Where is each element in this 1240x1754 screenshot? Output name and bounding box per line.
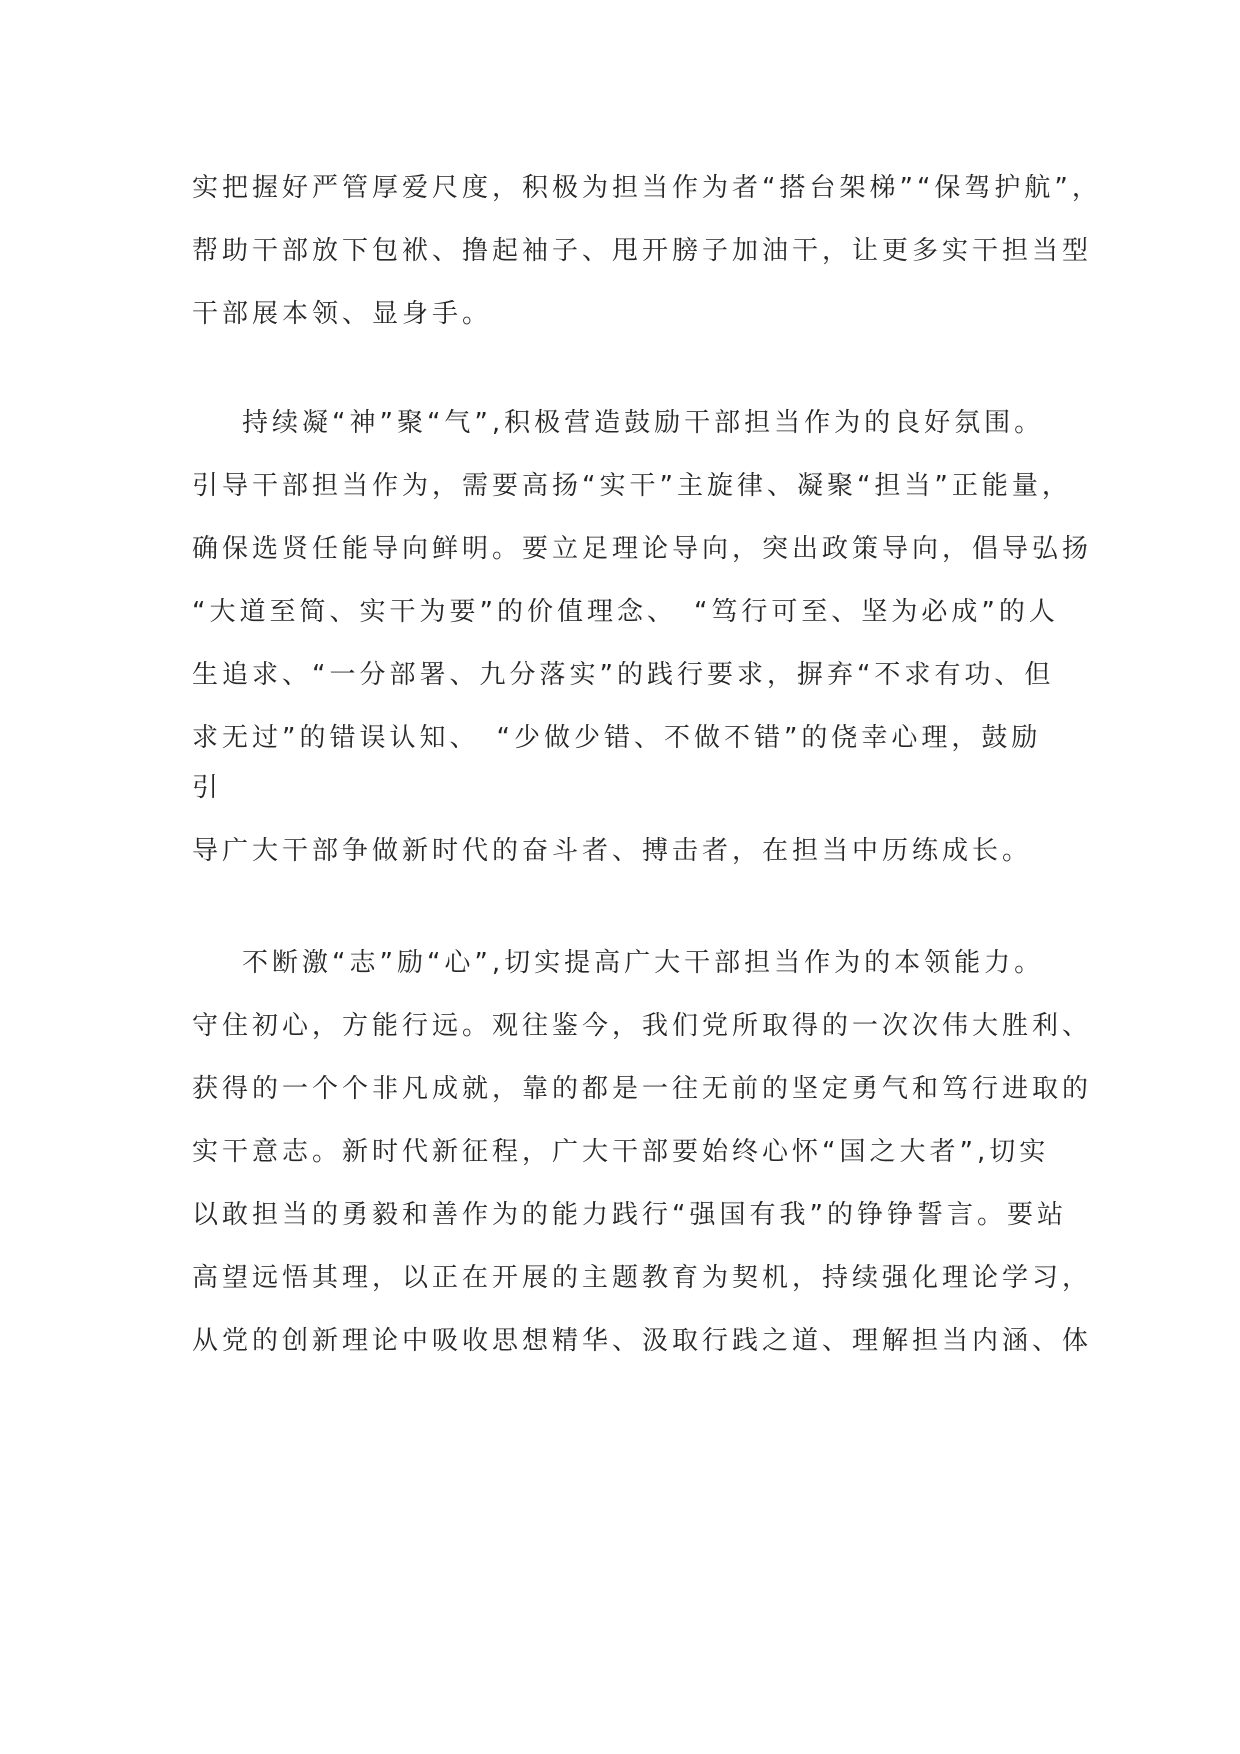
text-line: 高望远悟其理，以正在开展的主题教育为契机，持续强化理论学习， <box>192 1263 1093 1293</box>
text-line: 生追求、“一分部署、九分落实”的践行要求，摒弃“不求有功、但 <box>192 660 1055 690</box>
text-line: 帮助干部放下包袱、撸起袖子、甩开膀子加油干，让更多实干担当型 <box>192 236 1093 266</box>
text-line: 实干意志。新时代新征程，广大干部要始终心怀“国之大者”,切实 <box>192 1137 1050 1167</box>
text-line: 实把握好严管厚爱尺度，积极为担当作为者“搭台架梯”“保驾护航”， <box>192 173 1102 203</box>
paragraph-first-line: 不断激“志”励“心”,切实提高广大干部担当作为的本领能力。 <box>242 948 1045 978</box>
paragraph-first-line: 持续凝“神”聚“气”,积极营造鼓励干部担当作为的良好氛围。 <box>242 408 1045 438</box>
text-line: 确保选贤任能导向鲜明。要立足理论导向，突出政策导向，倡导弘扬 <box>192 534 1093 564</box>
text-line: 求无过”的错误认知、 “少做少错、不做不错”的侥幸心理，鼓励 <box>192 723 1042 753</box>
text-line: 干部展本领、显身手。 <box>192 299 493 329</box>
text-line: 引 <box>192 773 223 803</box>
text-line: 导广大干部争做新时代的奋斗者、搏击者，在担当中历练成长。 <box>192 836 1033 866</box>
text-line: 以敢担当的勇毅和善作为的能力践行“强国有我”的铮铮誓言。要站 <box>192 1200 1067 1230</box>
text-line: 从党的创新理论中吸收思想精华、汲取行践之道、理解担当内涵、体 <box>192 1326 1093 1356</box>
text-line: 守住初心，方能行远。观往鉴今，我们党所取得的一次次伟大胜利、 <box>192 1011 1093 1041</box>
text-line: 获得的一个个非凡成就，靠的都是一往无前的坚定勇气和笃行进取的 <box>192 1074 1093 1104</box>
text-line: “大道至简、实干为要”的价值理念、 “笃行可至、坚为必成”的人 <box>192 597 1059 627</box>
text-line: 引导干部担当作为，需要高扬“实干”主旋律、凝聚“担当”正能量， <box>192 471 1072 501</box>
